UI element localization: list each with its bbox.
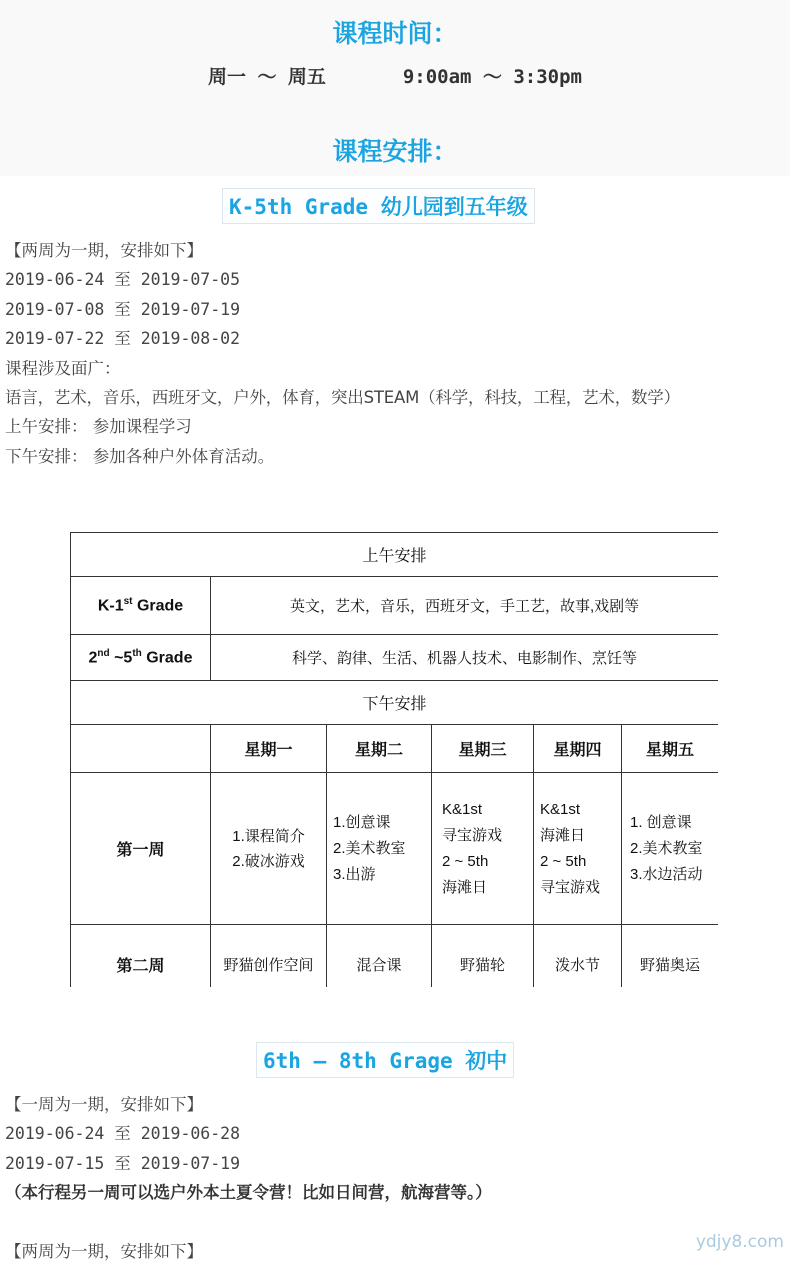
week2-mon: 野猫创作空间 [211, 925, 327, 988]
week2-label: 第二周 [71, 925, 211, 988]
g25-grade-label: 2nd ~5th Grade [71, 635, 211, 681]
week1-fri: 1. 创意课 2.美术教室 3.水边活动 [622, 773, 719, 925]
week1-tue: 1.创意课 2.美术教室 3.出游 [327, 773, 432, 925]
week2-fri: 野猫奥运 [622, 925, 719, 988]
middle-session-2: 2019-07-15 至 2019-07-19 [5, 1153, 241, 1173]
spacer [5, 1208, 492, 1237]
corner-cell [71, 725, 211, 773]
k5-session-3: 2019-07-22 至 2019-08-02 [5, 329, 241, 349]
middle-period-note: 【一周为一期，安排如下】 [5, 1095, 203, 1114]
day-wed: 星期三 [432, 725, 534, 773]
week1-mon: 1.课程简介 2.破冰游戏 [211, 773, 327, 925]
week2-tue: 混合课 [327, 925, 432, 988]
k1-morning-content: 英文，艺术，音乐，西班牙文，手工艺，故事,戏剧等 [211, 577, 719, 635]
day-tue: 星期二 [327, 725, 432, 773]
class-time-row [0, 62, 790, 89]
k5-scope-label: 课程涉及面广： [5, 358, 121, 378]
time-title: 课程时间： [332, 19, 458, 48]
middle-info [5, 1090, 492, 1266]
k5-morning-text: 上午安排： 参加课程学习 [5, 417, 192, 437]
day-mon: 星期一 [211, 725, 327, 773]
k1-grade-label: K-1st Grade [71, 577, 211, 635]
g25-morning-content: 科学、韵律、生活、机器人技术、电影制作、烹饪等 [211, 635, 719, 681]
k5-session-2: 2019-07-08 至 2019-07-19 [5, 299, 241, 319]
week1-wed: K&1st 寻宝游戏 2 ~ 5th 海滩日 [432, 773, 534, 925]
middle-grade-title: 6th – 8th Grage 初中 [256, 1042, 514, 1078]
week2-thu: 泼水节 [534, 925, 622, 988]
middle-session-1: 2019-06-24 至 2019-06-28 [5, 1124, 241, 1144]
k5-afternoon-text: 下午安排： 参加各种户外体育活动。 [5, 446, 275, 466]
k5-info [5, 236, 680, 471]
morning-header: 上午安排 [71, 533, 719, 577]
k5-grade-title: K-5th Grade 幼儿园到五年级 [222, 188, 535, 224]
week1-label: 第一周 [71, 773, 211, 925]
k5-scope-text: 语言，艺术，音乐，西班牙文，户外，体育，突出STEAM（科学，科技，工程，艺术，数学） [5, 387, 680, 407]
class-days: 周一 ～ 周五 [208, 66, 326, 88]
watermark: ydjy8.com [695, 1232, 784, 1252]
middle-period-note-2: 【两周为一期，安排如下】 [5, 1241, 203, 1261]
day-thu: 星期四 [534, 725, 622, 773]
afternoon-header: 下午安排 [71, 681, 719, 725]
schedule-table [70, 532, 718, 987]
day-fri: 星期五 [622, 725, 719, 773]
k5-period-note: 【两周为一期，安排如下】 [5, 241, 203, 260]
schedule-title: 课程安排： [332, 137, 458, 166]
week1-thu: K&1st 海滩日 2 ~ 5th 寻宝游戏 [534, 773, 622, 925]
week2-wed: 野猫轮 [432, 925, 534, 988]
class-hours: 9:00am ～ 3:30pm [402, 66, 582, 88]
k5-session-1: 2019-06-24 至 2019-07-05 [5, 270, 241, 290]
middle-note: （本行程另一周可以选户外本土夏令营！比如日间营，航海营等。） [5, 1183, 492, 1203]
